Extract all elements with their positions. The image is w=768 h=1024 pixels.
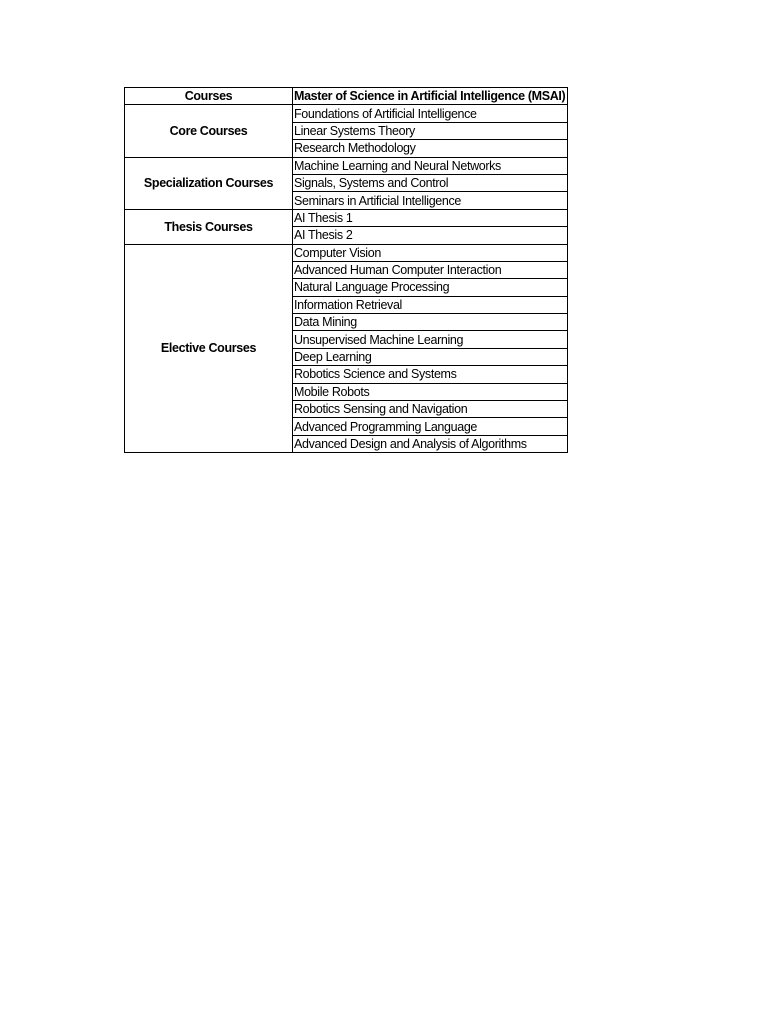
course-cell: Foundations of Artificial Intelligence bbox=[293, 105, 568, 122]
course-cell: Robotics Sensing and Navigation bbox=[293, 401, 568, 418]
course-cell: Data Mining bbox=[293, 314, 568, 331]
course-cell: AI Thesis 1 bbox=[293, 209, 568, 226]
program-column-header: Master of Science in Artificial Intelligence (MSAI) bbox=[293, 88, 568, 105]
courses-table-body bbox=[125, 105, 568, 453]
course-cell: Advanced Design and Analysis of Algorithms bbox=[293, 435, 568, 452]
course-cell: AI Thesis 2 bbox=[293, 227, 568, 244]
course-cell: Natural Language Processing bbox=[293, 279, 568, 296]
courses-column-header: Courses bbox=[125, 88, 293, 105]
course-cell: Machine Learning and Neural Networks bbox=[293, 157, 568, 174]
table-row bbox=[125, 209, 568, 226]
category-cell: Thesis Courses bbox=[125, 209, 293, 244]
course-cell: Signals, Systems and Control bbox=[293, 174, 568, 191]
course-cell: Seminars in Artificial Intelligence bbox=[293, 192, 568, 209]
table-row bbox=[125, 244, 568, 261]
course-cell: Robotics Science and Systems bbox=[293, 366, 568, 383]
course-cell: Advanced Human Computer Interaction bbox=[293, 261, 568, 278]
course-cell: Information Retrieval bbox=[293, 296, 568, 313]
header-row bbox=[125, 88, 568, 105]
course-cell: Computer Vision bbox=[293, 244, 568, 261]
course-cell: Research Methodology bbox=[293, 140, 568, 157]
course-cell: Linear Systems Theory bbox=[293, 122, 568, 139]
category-cell: Core Courses bbox=[125, 105, 293, 157]
course-cell: Deep Learning bbox=[293, 348, 568, 365]
course-cell: Advanced Programming Language bbox=[293, 418, 568, 435]
category-cell: Elective Courses bbox=[125, 244, 293, 453]
course-cell: Unsupervised Machine Learning bbox=[293, 331, 568, 348]
course-cell: Mobile Robots bbox=[293, 383, 568, 400]
courses-table bbox=[124, 87, 568, 453]
category-cell: Specialization Courses bbox=[125, 157, 293, 209]
table-row bbox=[125, 157, 568, 174]
table-row bbox=[125, 105, 568, 122]
